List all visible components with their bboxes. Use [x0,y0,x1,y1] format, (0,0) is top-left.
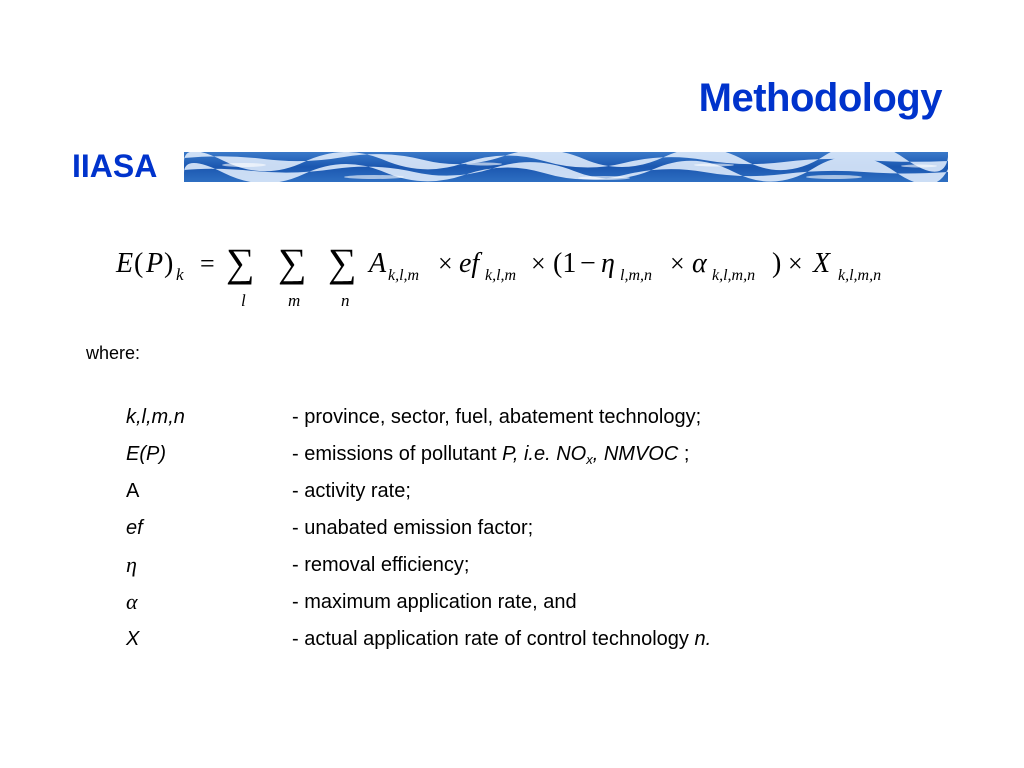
org-label: IIASA [72,148,158,184]
definition-symbol: A [126,480,140,502]
formula-A-sub: k,l,m [388,267,420,284]
formula-lhs-E: E [116,248,134,279]
formula-X: X [813,248,831,279]
definition-description: - activity rate; [292,480,411,502]
formula-A: A [369,248,387,279]
formula-minus: − [580,248,596,279]
definition-description: - emissions of pollutant P, i.e. $NO_x$, NMVOC ; [292,443,690,467]
formula-sum-sub-3: n [341,291,350,310]
formula-alpha-sub: k,l,m,n [712,267,756,284]
formula-eta-sub: l,m,n [620,267,652,284]
formula-times-4: × [788,249,803,278]
definition-description: - actual application rate of control technology n. [292,628,712,650]
definition-description: - unabated emission factor; [292,517,534,539]
water-banner-image [184,152,948,182]
formula-ef: ef [459,248,480,279]
formula-lhs-close: ) [164,248,174,279]
formula-sum-sub-2: m [288,291,301,310]
definition-symbol: X [126,628,140,650]
page-title: Methodology [698,76,942,120]
formula-sum-2: ∑ [278,240,307,285]
definition-symbol: ef [126,517,143,539]
formula-times-1: × [438,249,453,278]
formula-X-sub: k,l,m,n [838,267,882,284]
definition-symbol: E(P) [126,443,166,465]
formula-sum-sub-1: l [241,291,246,310]
definition-symbol: η [126,552,137,577]
formula-eta: η [601,248,615,279]
emission-formula [116,236,916,316]
formula-equals: = [200,249,215,278]
definition-symbol: α [126,589,138,614]
formula-paren-one: (1 [553,248,577,279]
where-label: where: [86,343,141,363]
definition-description: - province, sector, fuel, abatement technology; [292,406,702,428]
formula-close-paren: ) [772,248,782,279]
formula-sum-3: ∑ [328,240,357,285]
formula-times-3: × [670,249,685,278]
formula-lhs-open: ( [134,248,144,279]
formula-lhs-P: P [146,248,164,279]
formula-times-2: × [531,249,546,278]
formula-lhs-sub: k [176,265,184,284]
definition-symbol: k,l,m,n [126,406,185,428]
formula-alpha: α [692,248,707,279]
definition-description: - maximum application rate, and [292,591,577,613]
formula-ef-sub: k,l,m [485,267,517,284]
formula-sum-1: ∑ [226,240,255,285]
definition-description: - removal efficiency; [292,554,470,576]
